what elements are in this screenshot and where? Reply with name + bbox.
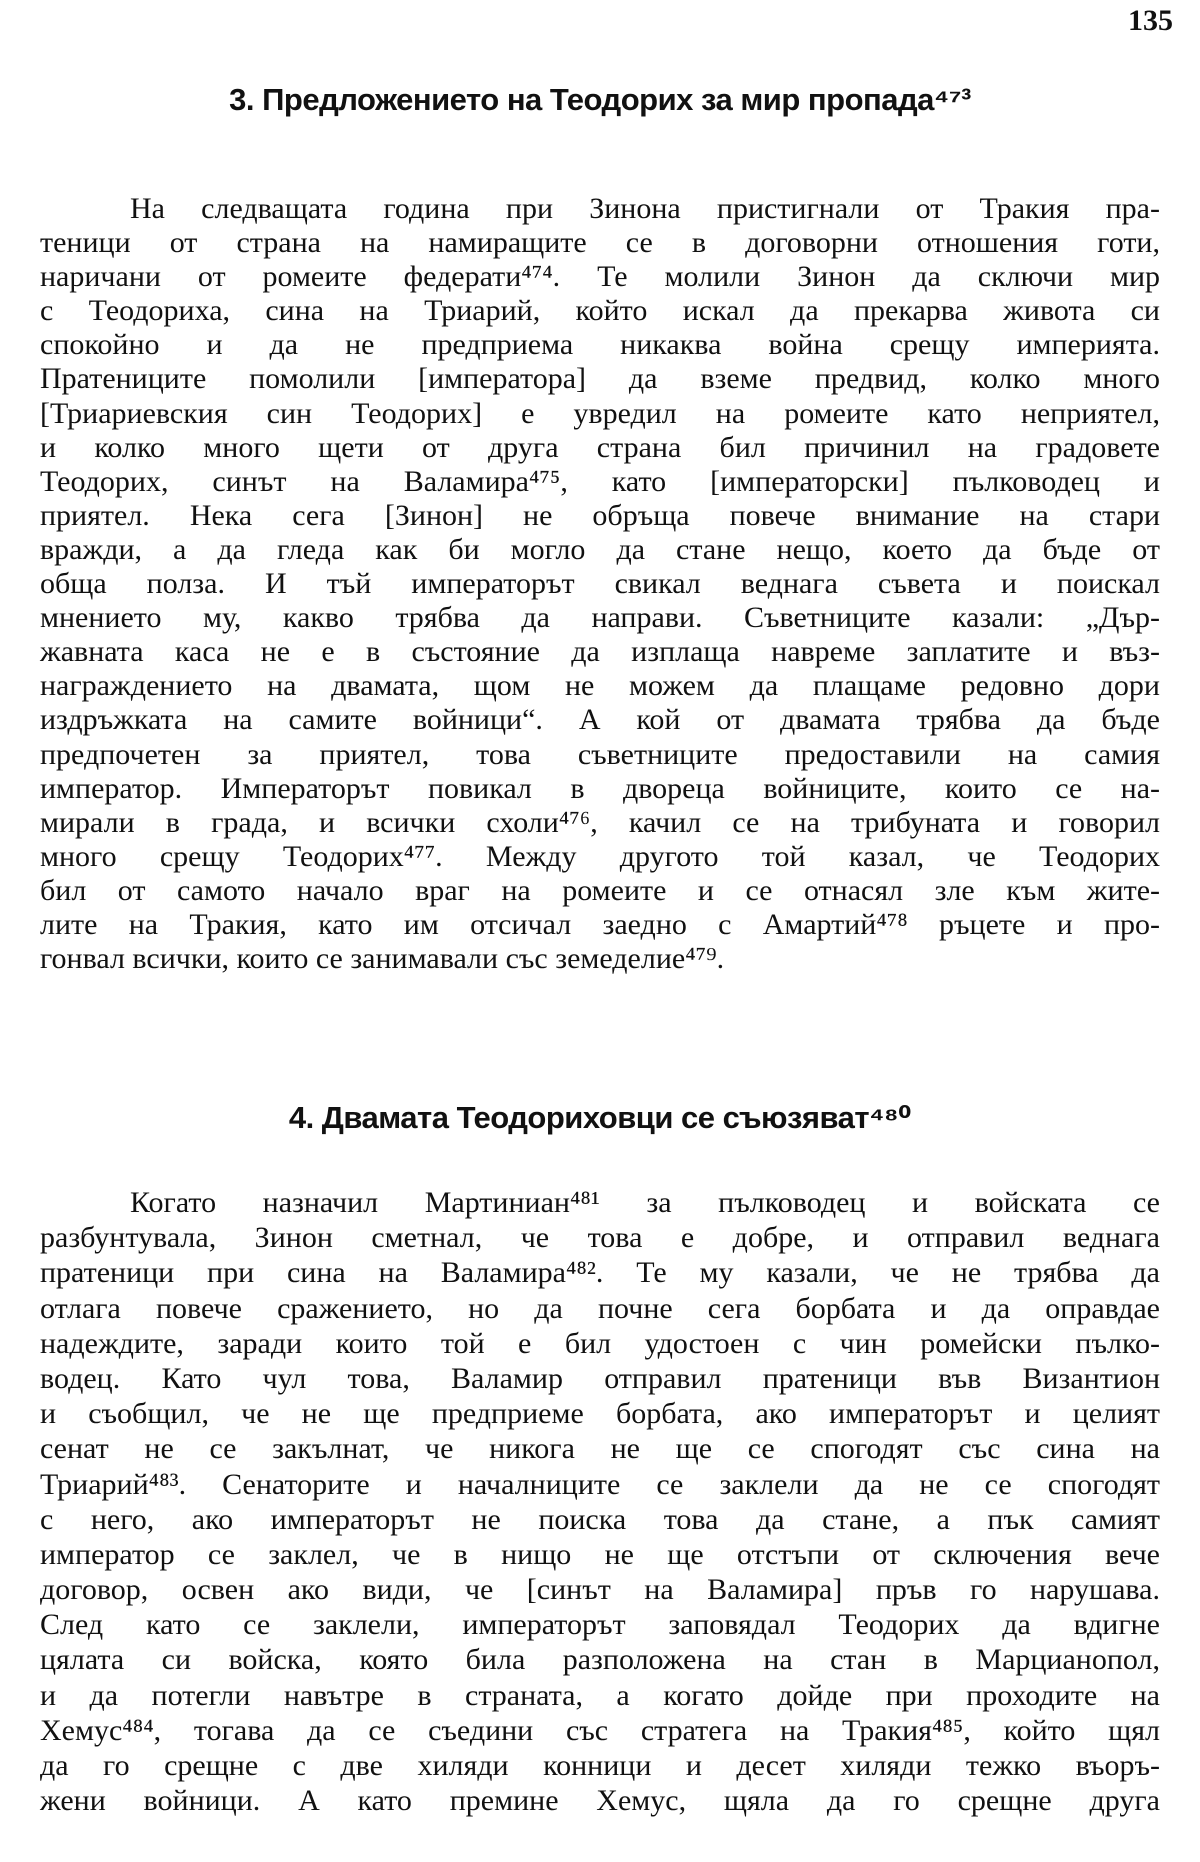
text-line: отлага повече сражението, но да почне сега борбата и да оправдае xyxy=(40,1291,1160,1325)
text-line: вражди, а да гледа как би могло да стане нещо, което да бъде от xyxy=(40,532,1160,566)
section-3-paragraph xyxy=(40,192,1160,976)
text-line: с Теодориха, сина на Триарий, който искал да прекарва живота си xyxy=(40,294,1160,328)
text-line: спокойно и да не предприема никаква война срещу империята. xyxy=(40,328,1160,362)
text-line: и съобщил, че не ще предприеме борбата, ако императорът и целият xyxy=(40,1397,1160,1431)
text-line: обща полза. И тъй императорът свикал веднага съвета и поискал xyxy=(40,567,1160,601)
text-line: много срещу Теодорих⁴⁷⁷. Между другото той казал, че Теодорих xyxy=(40,839,1160,873)
text-line: приятел. Нека сега [Зинон] не обръща повече внимание на стари xyxy=(40,498,1160,532)
text-line: и колко много щети от друга страна бил причинил на градовете xyxy=(40,430,1160,464)
text-line: [Триариевския син Теодорих] е увредил на ромеите като неприятел, xyxy=(40,396,1160,430)
text-line: мнението му, какво трябва да направи. Съветниците казали: „Дър- xyxy=(40,601,1160,635)
text-line: теници от страна на намиращите се в договорни отношения готи, xyxy=(40,226,1160,260)
section-3-heading: 3. Предложението на Теодорих за мир пропада⁴⁷³ xyxy=(229,82,971,117)
text-line: жавната каса не е в състояние да изплаща навреме заплатите и въз- xyxy=(40,635,1160,669)
text-line: издръжката на самите войници“. А кой от двамата трябва да бъде xyxy=(40,703,1160,737)
section-4-heading: 4. Двамата Теодориховци се съюзяват⁴⁸⁰ xyxy=(288,1100,912,1135)
section-4-paragraph xyxy=(40,1185,1160,1818)
text-line: договор, освен ако види, че [синът на Валамира] пръв го нарушава. xyxy=(40,1573,1160,1607)
text-line: След като се заклели, императорът заповядал Теодорих да вдигне xyxy=(40,1608,1160,1642)
text-line: жени войници. А като премине Хемус, щяла да го срещне друга xyxy=(40,1784,1160,1818)
text-line: Пратениците помолили [императора] да вземе предвид, колко много xyxy=(40,362,1160,396)
text-line: пратеници при сина на Валамира⁴⁸². Те му казали, че не трябва да xyxy=(40,1256,1160,1290)
text-line: император. Императорът повикал в двореца войниците, които се на- xyxy=(40,771,1160,805)
text-line: водец. Като чул това, Валамир отправил пратеници във Византион xyxy=(40,1361,1160,1395)
text-line: разбунтувала, Зинон сметнал, че това е добре, и отправил веднага xyxy=(40,1221,1160,1255)
text-line: с него, ако императорът не поиска това да стане, а пък самият xyxy=(40,1502,1160,1536)
text-line: мирали в града, и всички схоли⁴⁷⁶, качил се на трибуната и говорил xyxy=(40,805,1160,839)
text-line: наричани от ромеите федерати⁴⁷⁴. Те молили Зинон да сключи мир xyxy=(40,260,1160,294)
page-number: 135 xyxy=(1128,4,1173,37)
text-line: лите на Тракия, като им отсичал заедно с Амартий⁴⁷⁸ ръцете и про- xyxy=(40,907,1160,941)
text-line: Когато назначил Мартиниан⁴⁸¹ за пълководец и войската се xyxy=(130,1186,1160,1219)
text-line: награждението на двамата, щом не можем да плащаме редовно дори xyxy=(40,669,1160,703)
text-line: бил от самото начало враг на ромеите и се отнасял зле към жите- xyxy=(40,873,1160,907)
text-line: гонвал всички, които се занимавали със земеделие⁴⁷⁹. xyxy=(40,942,725,976)
text-line: Хемус⁴⁸⁴, тогава да се съедини със стратега на Тракия⁴⁸⁵, който щял xyxy=(40,1713,1160,1747)
text-line: да го срещне с две хиляди конници и десет хиляди тежко въоръ- xyxy=(40,1749,1160,1782)
text-line: надеждите, заради които той е бил удостоен с чин ромейски пълко- xyxy=(40,1326,1160,1360)
text-line: император се заклел, че в нищо не ще отстъпи от сключения вече xyxy=(40,1537,1160,1571)
text-line: сенат не се закълнат, че никога не ще се спогодят със сина на xyxy=(40,1432,1160,1466)
text-line: цялата си войска, която била разположена на стан в Марцианопол, xyxy=(40,1643,1160,1677)
text-line: и да потегли навътре в страната, а когато дойде при проходите на xyxy=(40,1678,1160,1712)
text-line: Триарий⁴⁸³. Сенаторите и началниците се заклели да не се спогодят xyxy=(40,1467,1160,1501)
text-line: Теодорих, синът на Валамира⁴⁷⁵, като [императорски] пълководец и xyxy=(40,464,1160,498)
text-line: предпочетен за приятел, това съветниците предоставили на самия xyxy=(40,737,1160,771)
text-line: На следващата година при Зинона пристигнали от Тракия пра- xyxy=(130,192,1160,225)
